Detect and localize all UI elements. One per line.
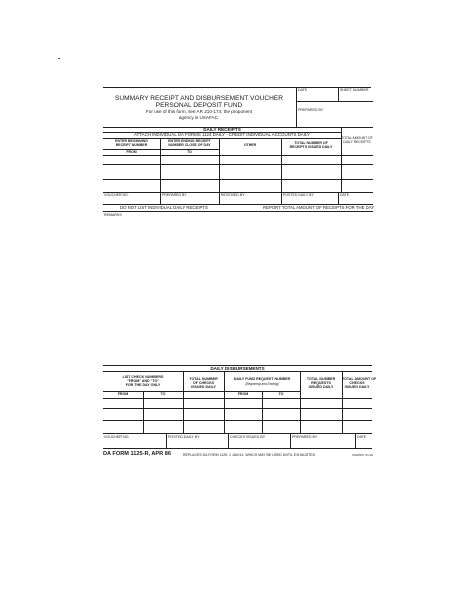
date-input[interactable] xyxy=(297,94,337,100)
do-not-list-note: DO NOT LIST INDIVIDUAL DAILY RECEIPTS xyxy=(120,205,208,210)
disb-from-label: FROM xyxy=(117,392,129,396)
receipts-to-label: TO xyxy=(187,149,192,154)
disb-posted-daily-by-label: POSTED DAILY BY xyxy=(168,434,200,439)
form-number: DA FORM 1125-R, APR 86 xyxy=(103,451,171,457)
sheet-number-input[interactable] xyxy=(339,94,372,100)
prepared-by-input[interactable] xyxy=(297,114,372,126)
report-total-note: REPORT TOTAL AMOUNT OF RECEIPTS FOR THE DAY xyxy=(263,205,375,210)
disb-voucher-no-label: VOUCHER NO. xyxy=(104,434,130,439)
use-note-2: agency is USAFAC. xyxy=(178,115,220,120)
col-check-2: "FROM" AND "TO" xyxy=(127,379,159,383)
receipts-received-by-label: RECEIVED BY xyxy=(221,193,245,197)
receipts-prepared-by-label: PREPARED BY xyxy=(162,193,187,197)
disbursement-row[interactable] xyxy=(104,421,371,432)
col-total-checks-3: ISSUED DAILY xyxy=(191,385,216,389)
col-total-checks-1: TOTAL NUMBER xyxy=(189,377,218,381)
total-receipts-label-1: TOTAL AMOUNT OF xyxy=(341,136,373,140)
form-subtitle: PERSONAL DEPOSIT FUND xyxy=(155,102,243,109)
receipts-voucher-no-label: VOUCHER NO. xyxy=(104,193,129,197)
date-field-label: DATE xyxy=(298,88,308,92)
prepared-by-header-label: PREPARED BY xyxy=(298,108,324,112)
receipts-section-title: DAILY RECEIPTS xyxy=(203,127,241,132)
disb-checks-issued-by-label: CHECKS ISSUED BY xyxy=(230,434,266,439)
col-ending-1: ENTER ENDING RECEIPT xyxy=(168,139,211,143)
total-receipts-label-2: DAILY RECEIPTS xyxy=(343,140,371,144)
col-total-requests-3: ISSUED DAILY xyxy=(308,385,334,389)
col-beginning-2: RECEIPT NUMBER xyxy=(115,143,148,147)
disb-date-label: DATE xyxy=(357,434,367,439)
col-total-requests-2: REQUESTS xyxy=(311,381,331,385)
col-amount-2: CHECKS xyxy=(349,381,365,385)
col-total-checks-2: OF CHECKS xyxy=(192,381,215,385)
col-total-2: RECEIPTS ISSUED DAILY xyxy=(289,145,333,149)
disbursement-row[interactable] xyxy=(104,409,371,419)
replaces-note: REPLACES DA FORM 1125, 1 JAN 61, WHICH MAY BE USED UNTIL EXHAUSTED xyxy=(183,452,316,457)
col-request-1: DAILY FUND REQUEST NUMBER xyxy=(233,377,291,381)
col-amount-1: TOTAL AMOUNT OF xyxy=(342,377,377,381)
disbursement-row[interactable] xyxy=(104,399,371,407)
scan-speck xyxy=(58,58,60,59)
receipts-posted-daily-by-label: POSTED DAILY BY xyxy=(283,193,314,197)
col-check-1: LIST CHECK NUMBERS xyxy=(122,375,164,379)
col-total-requests-1: TOTAL NUMBER xyxy=(306,377,336,381)
use-note-1: For use of this form, see AR 210-174; the proponent xyxy=(146,109,252,114)
request-to-label: TO xyxy=(278,392,284,396)
col-ending-2: NUMBER CLOSE OF DAY xyxy=(168,143,211,147)
receipts-from-label: FROM xyxy=(126,149,137,154)
remarks-label: REMARKS xyxy=(104,213,122,217)
col-total-1: TOTAL NUMBER OF xyxy=(294,141,328,145)
disb-to-label: TO xyxy=(160,392,166,396)
disbursements-section-title: DAILY DISBURSEMENTS xyxy=(210,365,265,371)
sheet-number-label: SHEET NUMBER xyxy=(340,88,369,92)
col-other: OTHER xyxy=(243,143,257,147)
attach-note: ATTACH INDIVIDUAL DA FORMS 1124 DAILY - CREDIT INDIVIDUAL ACCOUNTS DAILY xyxy=(134,132,310,137)
publisher-ref: USAPPC V1.00 xyxy=(352,453,374,457)
col-check-3: FOR THE DAY ONLY xyxy=(125,383,161,387)
request-from-label: FROM xyxy=(237,392,249,396)
receipt-row[interactable] xyxy=(104,165,372,178)
col-request-2: (Beginning and Ending) xyxy=(245,382,279,386)
receipt-row[interactable] xyxy=(104,180,372,191)
remarks-area[interactable] xyxy=(104,219,372,359)
col-amount-3: ISSUED DAILY xyxy=(344,385,370,389)
disb-prepared-by-label: PREPARED BY xyxy=(292,434,318,439)
col-beginning-1: ENTER BEGINNING xyxy=(115,139,148,143)
receipt-row[interactable] xyxy=(104,156,372,163)
receipts-date-label: DATE xyxy=(340,193,350,197)
form-title: SUMMARY RECEIPT AND DISBURSEMENT VOUCHER xyxy=(114,95,284,102)
